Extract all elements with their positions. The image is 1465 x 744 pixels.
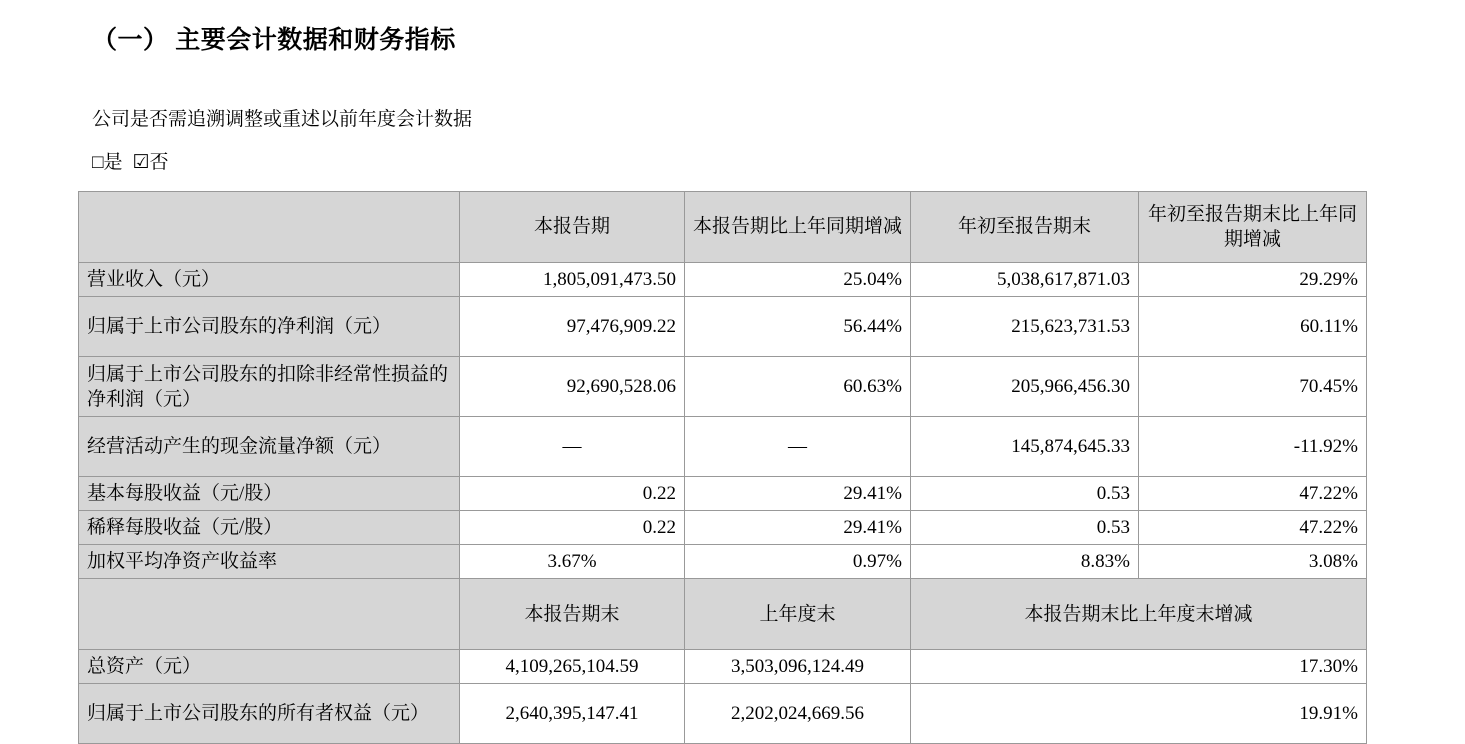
row-label: 营业收入（元）	[79, 263, 460, 297]
table-row	[79, 417, 1367, 477]
row-value-current-yoy: 29.41%	[685, 477, 911, 511]
row-value-ytd: 5,038,617,871.03	[911, 263, 1139, 297]
row-value-period-end: 2,640,395,147.41	[460, 684, 685, 744]
row-value-current: 0.22	[460, 511, 685, 545]
yes-no-options	[92, 147, 179, 174]
row-value-current: 3.67%	[460, 545, 685, 579]
header2-period-end: 本报告期末	[460, 579, 685, 650]
table-row	[79, 357, 1367, 417]
row-value-current-yoy: 56.44%	[685, 297, 911, 357]
row-value-change: 17.30%	[911, 650, 1367, 684]
row-label: 归属于上市公司股东的所有者权益（元）	[79, 684, 460, 744]
header-ytd-yoy: 年初至报告期末比上年同期增减	[1139, 192, 1367, 263]
row-value-ytd: 205,966,456.30	[911, 357, 1139, 417]
row-value-current-yoy: 0.97%	[685, 545, 911, 579]
option-no-checkbox[interactable]: ☑否	[132, 152, 169, 173]
header-ytd: 年初至报告期末	[911, 192, 1139, 263]
row-value-ytd: 0.53	[911, 477, 1139, 511]
table-row	[79, 650, 1367, 684]
row-value-ytd-yoy: 3.08%	[1139, 545, 1367, 579]
row-value-current-yoy: 29.41%	[685, 511, 911, 545]
row-value-current-yoy: 60.63%	[685, 357, 911, 417]
row-value-prior-year-end: 2,202,024,669.56	[685, 684, 911, 744]
table-row	[79, 545, 1367, 579]
row-label: 基本每股收益（元/股）	[79, 477, 460, 511]
table-row	[79, 477, 1367, 511]
row-label: 经营活动产生的现金流量净额（元）	[79, 417, 460, 477]
row-value-current: 92,690,528.06	[460, 357, 685, 417]
header2-change: 本报告期末比上年度末增减	[911, 579, 1367, 650]
row-value-ytd: 215,623,731.53	[911, 297, 1139, 357]
row-value-current-yoy: 25.04%	[685, 263, 911, 297]
table-row	[79, 684, 1367, 744]
header2-blank	[79, 579, 460, 650]
row-value-current: —	[460, 417, 685, 477]
option-yes-checkbox[interactable]: □是	[92, 152, 123, 173]
row-value-current: 0.22	[460, 477, 685, 511]
row-label: 归属于上市公司股东的净利润（元）	[79, 297, 460, 357]
row-value-ytd-yoy: 70.45%	[1139, 357, 1367, 417]
row-value-current: 1,805,091,473.50	[460, 263, 685, 297]
table-row	[79, 263, 1367, 297]
row-value-ytd-yoy: 47.22%	[1139, 511, 1367, 545]
row-value-ytd: 0.53	[911, 511, 1139, 545]
section-heading: （一） 主要会计数据和财务指标	[92, 27, 456, 54]
financial-indicators-table	[78, 191, 1367, 744]
header-current-period-yoy: 本报告期比上年同期增减	[685, 192, 911, 263]
row-value-change: 19.91%	[911, 684, 1367, 744]
row-value-current-yoy: —	[685, 417, 911, 477]
table-row	[79, 297, 1367, 357]
row-value-ytd-yoy: -11.92%	[1139, 417, 1367, 477]
header2-prior-year-end: 上年度末	[685, 579, 911, 650]
row-label: 稀释每股收益（元/股）	[79, 511, 460, 545]
table-row	[79, 511, 1367, 545]
table-header-row-2	[79, 579, 1367, 650]
row-value-period-end: 4,109,265,104.59	[460, 650, 685, 684]
header-blank	[79, 192, 460, 263]
row-value-ytd: 8.83%	[911, 545, 1139, 579]
row-value-ytd: 145,874,645.33	[911, 417, 1139, 477]
row-value-current: 97,476,909.22	[460, 297, 685, 357]
row-value-ytd-yoy: 47.22%	[1139, 477, 1367, 511]
header-current-period: 本报告期	[460, 192, 685, 263]
row-label: 总资产（元）	[79, 650, 460, 684]
row-label: 归属于上市公司股东的扣除非经常性损益的净利润（元）	[79, 357, 460, 417]
retrospective-adjustment-question: 公司是否需追溯调整或重述以前年度会计数据	[92, 109, 473, 130]
row-value-prior-year-end: 3,503,096,124.49	[685, 650, 911, 684]
table-header-row	[79, 192, 1367, 263]
row-label: 加权平均净资产收益率	[79, 545, 460, 579]
row-value-ytd-yoy: 29.29%	[1139, 263, 1367, 297]
row-value-ytd-yoy: 60.11%	[1139, 297, 1367, 357]
